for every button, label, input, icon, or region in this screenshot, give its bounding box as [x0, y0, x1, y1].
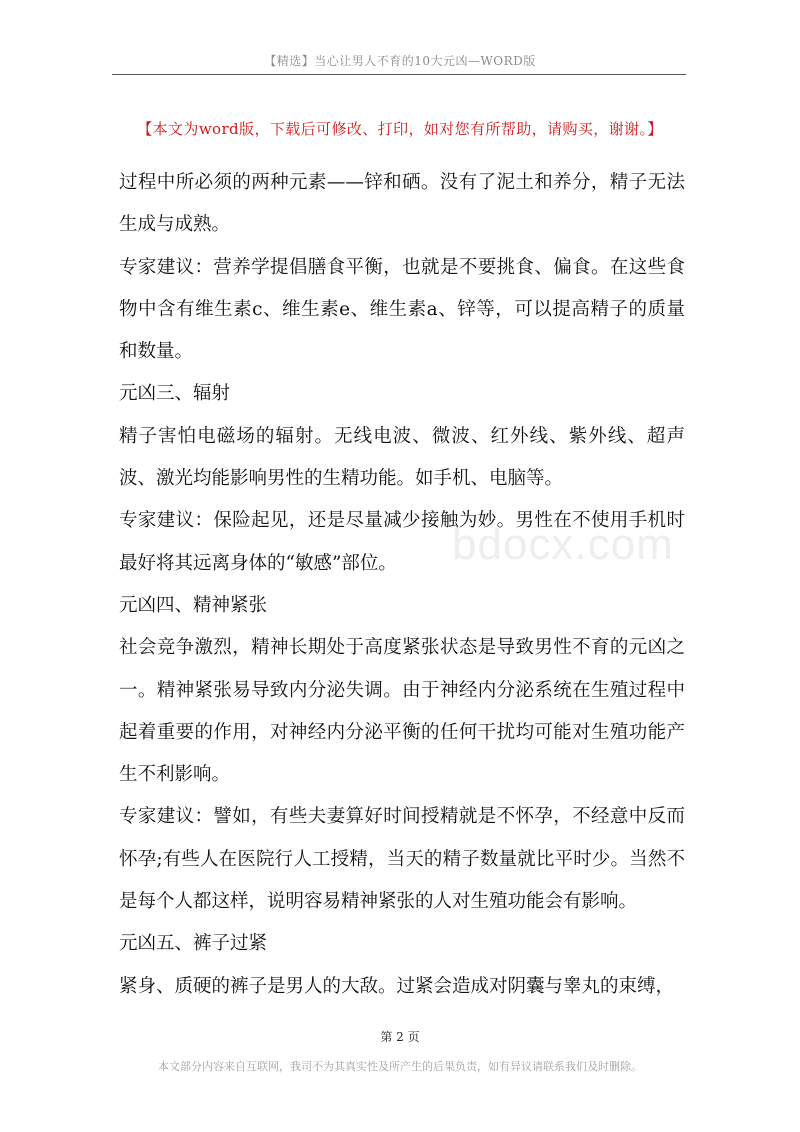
paragraph: 精子害怕电磁场的辐射。无线电波、微波、红外线、紫外线、超声波、激光均能影响男性的生精功能。如手机、电脑等。 — [119, 425, 685, 490]
paragraph: 专家建议：营养学提倡膳食平衡，也就是不要挑食、偏食。在这些食物中含有维生素c、维生素e、维生素a、锌等，可以提高精子的质量和数量。 — [119, 256, 685, 363]
paragraph: 专家建议：譬如，有些夫妻算好时间授精就是不怀孕，不经意中反而怀孕;有些人在医院行人工授精，当天的精子数量就比平时少。当然不是每个人都这样，说明容易精神紧张的人对生殖功能会有影响。 — [119, 806, 685, 913]
page-number: 第 2 页 — [380, 1030, 420, 1044]
section-heading: 元凶五、裤子过紧 — [119, 933, 268, 955]
header-divider — [112, 74, 686, 75]
document-body — [119, 162, 685, 1008]
paragraph: 社会竞争激烈，精神长期处于高度紧张状态是导致男性不育的元凶之一。精神紧张易导致内分泌失调。由于神经内分泌系统在生殖过程中起着重要的作用，对神经内分泌平衡的任何干扰均可能对生殖功能产生不利影响。 — [119, 637, 685, 786]
section-heading: 元凶四、精神紧张 — [119, 594, 268, 616]
paragraph: 紧身、质硬的裤子是男人的大敌。过紧会造成对阴囊与睾丸的束缚， — [119, 975, 675, 997]
paragraph: 专家建议：保险起见，还是尽量减少接触为妙。男性在不使用手机时最好将其远离身体的“敏感”部位。 — [119, 510, 685, 574]
watermark: bdocx.com — [452, 520, 674, 569]
page-header: 【精选】当心让男人不育的10大元凶—WORD版 — [264, 54, 536, 68]
section-heading: 元凶三、辐射 — [119, 383, 231, 405]
footer-disclaimer: 本文部分内容来自互联网，我司不为其真实性及所产生的后果负责，如有异议请联系我们及时删除。 — [158, 1060, 642, 1073]
paragraph: 过程中所必须的两种元素——锌和硒。没有了泥土和养分，精子无法生成与成熟。 — [119, 172, 685, 236]
download-notice: 【本文为word版，下载后可修改、打印，如对您有所帮助，请购买，谢谢。】 — [137, 120, 663, 138]
